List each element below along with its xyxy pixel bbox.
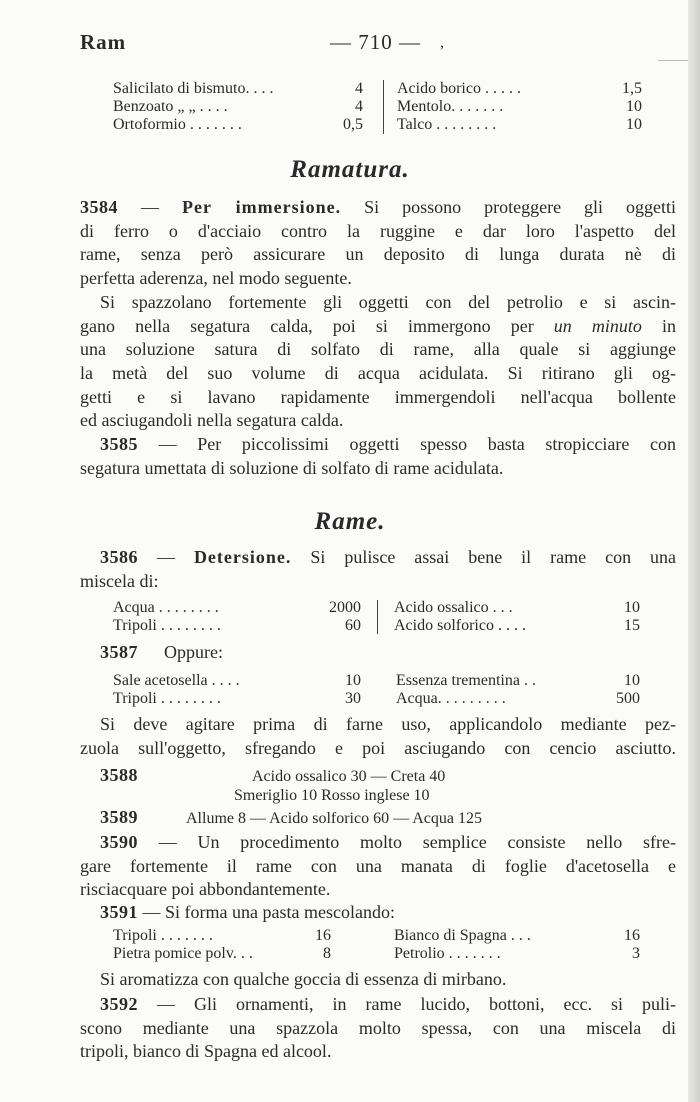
ingredient-name: Mentolo. . . . . . . (397, 98, 504, 115)
entry-number: 3589 (100, 807, 138, 827)
entry-3584 (80, 196, 676, 291)
ingredient-name: Pietra pomice polv. . . (113, 945, 253, 962)
running-head-keyword: Ram (80, 30, 127, 54)
ingredient-name: Benzoato „ „ . . . . (113, 98, 228, 115)
entry-3584-method (100, 291, 676, 315)
entry-title: Detersione. (193, 547, 292, 567)
ingredient-row (113, 80, 363, 98)
text-line: getti e si lavano rapidamente immergendoli nell'acqua bollente (80, 386, 676, 407)
ingredient-row (394, 599, 640, 617)
ingredient-row (113, 599, 361, 617)
text-line: ed asciugandoli nella segatura calda. (80, 410, 344, 431)
ingredient-qty: 0,5 (343, 116, 363, 133)
ingredient-row (113, 690, 361, 708)
ingredient-row (394, 945, 640, 963)
section-title-rame: Rame. (314, 508, 386, 535)
entry-3589-text: Allume 8 — Acido solforico 60 — Acqua 125 (186, 810, 482, 827)
text-line: miscela di: (80, 570, 159, 591)
ingredients-right-top (397, 80, 642, 134)
entry-3592-cont (80, 1017, 676, 1064)
entry-number: 3586 (100, 547, 138, 567)
ingredient-qty: 10 (624, 672, 640, 689)
column-divider (377, 600, 378, 634)
ingredient-name: Acido solforico . . . . (394, 617, 526, 634)
entry-3585-cont (80, 457, 676, 481)
text-line: Si aromatizza con qualche goccia di essenza di mirbano. (100, 969, 507, 989)
ingredient-row (394, 927, 640, 945)
text-fragment: — Per piccolissimi oggetti spesso basta stropicciare con (158, 434, 676, 454)
entry-3590 (100, 831, 676, 855)
entry-3587 (100, 643, 223, 662)
ingredients-3591-left (113, 927, 331, 963)
ingredient-name: Acido borico . . . . . (397, 80, 521, 97)
ingredient-name: Acqua . . . . . . . . (113, 599, 219, 616)
ingredient-qty: 10 (626, 116, 642, 133)
entry-number-3589 (100, 808, 138, 827)
header-rule (658, 60, 688, 61)
entry-number: 3591 (100, 902, 138, 922)
ingredient-qty: 16 (315, 927, 331, 944)
ingredients-3587-right (396, 672, 640, 708)
ingredient-row (113, 672, 361, 690)
ingredient-name: Sale acetosella . . . . (113, 672, 240, 689)
entry-3592 (100, 993, 676, 1017)
text-line: perfetta aderenza, nel modo seguente. (80, 268, 352, 289)
text-line: di ferro o d'acciaio contro la ruggine e dar loro l'aspetto del (80, 220, 676, 241)
ingredient-qty: 4 (355, 80, 363, 97)
entry-number-3588 (100, 766, 138, 785)
text-line: segatura umettata di soluzione di solfato di rame acidulata. (80, 457, 504, 478)
ingredient-qty: 500 (616, 690, 640, 707)
text-fragment: Si pulisce assai bene il rame con una (310, 547, 676, 567)
ingredient-name: Acido ossalico . . . (394, 599, 513, 616)
ingredient-qty: 30 (345, 690, 361, 707)
entry-3587-instructions (100, 713, 676, 737)
ingredient-name: Talco . . . . . . . . (397, 116, 497, 133)
ingredient-qty: 2000 (329, 599, 361, 616)
ingredient-row (113, 98, 363, 116)
ingredient-name: Bianco di Spagna . . . (394, 927, 531, 944)
text-line: la metà del suo volume di acqua acidulata. Si ritirano gli og- (80, 363, 676, 384)
text-line (80, 196, 676, 220)
text-fragment: in (661, 315, 676, 336)
text-line (100, 993, 676, 1017)
ingredient-name: Salicilato di bismuto. . . . (113, 80, 274, 97)
ingredient-row (396, 690, 640, 708)
text-line: una soluzione satura di solfato di rame, alla quale si aggiunge (80, 339, 676, 360)
text-fragment: — Gli ornamenti, in rame lucido, bottoni, ecc. si puli- (157, 994, 676, 1014)
text-line (80, 315, 676, 339)
entry-number: 3588 (100, 765, 138, 785)
text-fragment: Oppure: (164, 642, 223, 662)
entry-title: Per immersione. (182, 197, 342, 217)
entry-3588-line2: Smeriglio 10 Rosso inglese 10 (234, 787, 430, 804)
ingredient-row (394, 617, 640, 635)
text-line (100, 546, 676, 570)
ingredients-left-top (113, 80, 363, 134)
ingredient-name: Tripoli . . . . . . . (113, 927, 213, 944)
ingredient-row (113, 945, 331, 963)
ingredient-name: Acqua. . . . . . . . . (396, 690, 506, 707)
ingredient-qty: 3 (632, 945, 640, 962)
text-fragment: Si possono proteggere gli oggetti (364, 197, 676, 217)
ingredient-qty: 10 (624, 599, 640, 616)
ingredients-3591-right (394, 927, 640, 963)
text-line: Si deve agitare prima di farne uso, applicandolo mediante pez- (100, 714, 676, 734)
ingredient-row (113, 617, 361, 635)
entry-3591-note (100, 968, 676, 992)
ingredient-name: Essenza trementina . . (396, 672, 536, 689)
entry-number: 3592 (100, 994, 138, 1014)
ingredient-row (397, 116, 642, 134)
text-fragment: gano nella segatura calda, poi si immergono per (80, 315, 534, 336)
ingredient-row (113, 927, 331, 945)
ingredient-qty: 10 (626, 98, 642, 115)
text-line (100, 433, 676, 457)
ingredient-name: Tripoli . . . . . . . . (113, 617, 221, 634)
text-line: gare fortemente il rame con una manata di foglie d'acetosella e (80, 855, 676, 876)
emphasis: un minuto (553, 315, 642, 336)
entry-3584-method-cont (80, 315, 676, 433)
ingredient-row (113, 116, 363, 134)
text-line: Si spazzolano fortemente gli oggetti con del petrolio e si ascin- (100, 292, 676, 312)
ingredients-3587-left (113, 672, 361, 708)
text-line (100, 831, 676, 855)
entry-3585 (100, 433, 676, 457)
column-divider (383, 80, 384, 134)
ingredient-name: Tripoli . . . . . . . . (113, 690, 221, 707)
ingredient-qty: 60 (345, 617, 361, 634)
entry-3591 (100, 903, 395, 922)
ingredient-name: Petrolio . . . . . . . (394, 945, 501, 962)
ingredient-name: Ortoformio . . . . . . . (113, 116, 242, 133)
ingredients-3586-right (394, 599, 640, 635)
entry-3588-line1: Acido ossalico 30 — Creta 40 (252, 768, 446, 785)
dash: — (141, 197, 159, 217)
ingredient-qty: 16 (624, 927, 640, 944)
text-line: tripoli, bianco di Spagna ed alcool. (80, 1041, 332, 1062)
ingredients-3586-left (113, 599, 361, 635)
ingredient-row (396, 672, 640, 690)
entry-number: 3590 (100, 832, 138, 852)
ingredient-row (397, 98, 642, 116)
ingredient-row (397, 80, 642, 98)
entry-3587-instructions-cont (80, 737, 676, 761)
entry-3586 (100, 546, 676, 570)
entry-number: 3585 (100, 434, 138, 454)
header-mark: , (440, 34, 444, 51)
ingredient-qty: 15 (624, 617, 640, 634)
ingredient-qty: 1,5 (622, 80, 642, 97)
ingredient-qty: 10 (345, 672, 361, 689)
text-line: risciacquare poi abbondantemente. (80, 879, 331, 900)
entry-3590-cont (80, 855, 676, 902)
dash: — (156, 547, 175, 567)
text-line: scono mediante una spazzola molto spessa, con una miscela di (80, 1017, 676, 1038)
ingredient-qty: 8 (323, 945, 331, 962)
text-line: zuola sull'oggetto, sfregando e poi asciugando con cencio asciutto. (80, 737, 676, 758)
ingredient-qty: 4 (355, 98, 363, 115)
page-number: — 710 — (330, 30, 421, 54)
section-title-ramatura: Ramatura. (290, 156, 410, 183)
text-fragment: — Un procedimento molto semplice consiste nello sfre- (158, 832, 676, 852)
text-line: rame, senza però assicurare un deposito di lunga durata nè di (80, 244, 676, 265)
text-fragment: — Si forma una pasta mescolando: (142, 902, 395, 922)
entry-number: 3584 (80, 197, 118, 217)
entry-number: 3587 (100, 642, 138, 662)
entry-3586-cont (80, 570, 676, 594)
